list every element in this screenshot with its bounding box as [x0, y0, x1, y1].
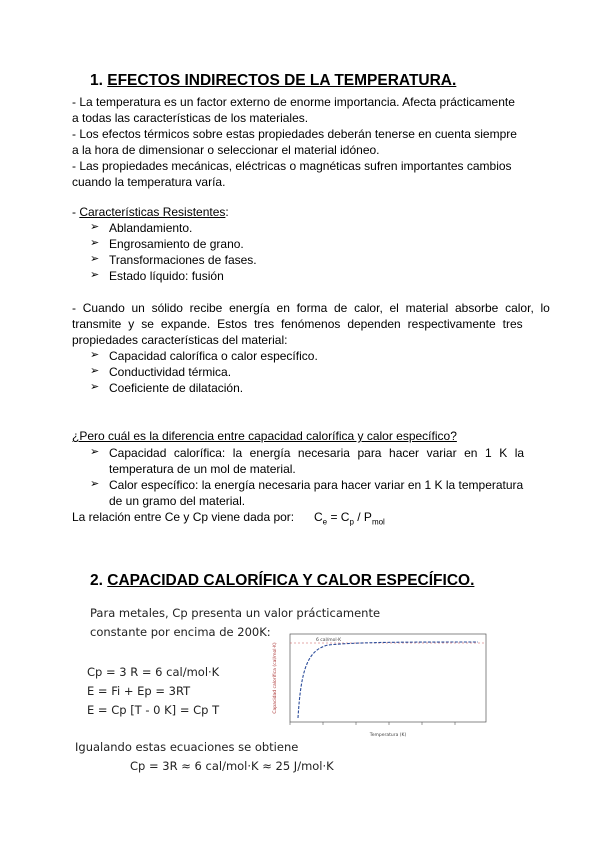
arrowhead-bullet-icon: ➢ [90, 381, 100, 393]
chart-xlabel: Temperatura (K) [369, 733, 407, 738]
list-item: Coeficiente de dilatación. [109, 381, 244, 395]
arrowhead-bullet-icon: ➢ [90, 269, 100, 281]
section-1-number: 1. [90, 72, 103, 89]
resistentes-suffix: : [225, 205, 229, 219]
list-item: Transformaciones de fases. [109, 253, 257, 267]
list-item: Capacidad calorífica o calor específico. [109, 349, 318, 363]
capacity-curve [298, 642, 478, 718]
formula-sub: e [322, 517, 328, 527]
formula-line: E = Fi + Ep = 3RT [87, 684, 191, 698]
formula-sub: mol [371, 517, 385, 527]
intro-line: - Las propiedades mecánicas, eléctricas o magnéticas sufren importantes cambios [72, 159, 512, 173]
intro-line: cuando la temperatura varía. [72, 175, 226, 189]
intro-line: - La temperatura es un factor externo de enorme importancia. Afecta prácticamente [72, 95, 515, 109]
solid-line: transmite y se expande. Estos tres fenómenos dependen respectivamente tres [72, 317, 523, 331]
formula-sub: p [349, 517, 354, 527]
image-line: constante por encima de 200K: [90, 625, 271, 639]
formula-line: Cp = 3 R = 6 cal/mol·K [87, 665, 220, 679]
arrowhead-bullet-icon: ➢ [90, 446, 100, 458]
arrowhead-bullet-icon: ➢ [90, 237, 100, 249]
definition-line: Calor específico: la energía necesaria para hacer variar en 1 K la temperatura [109, 478, 524, 492]
arrowhead-bullet-icon: ➢ [90, 478, 100, 490]
formula-line: E = Cp [T - 0 K] = Cp T [87, 703, 220, 717]
section-1-heading [90, 72, 456, 90]
formula-div: / P [353, 510, 372, 524]
result-line: Cp = 3R ≈ 6 cal/mol·K ≈ 25 J/mol·K [130, 759, 334, 773]
section-2-number: 2. [90, 572, 103, 589]
image-line: Para metales, Cp presenta un valor prácticamente [90, 606, 381, 620]
x-ticks [290, 722, 455, 725]
resistentes-label: Características Resistentes [79, 205, 226, 219]
list-item: Conductividad térmica. [109, 365, 232, 379]
intro-line: a todas las características de los materiales. [72, 111, 309, 125]
heat-capacity-chart [268, 628, 492, 740]
arrowhead-bullet-icon: ➢ [90, 221, 100, 233]
section-1-title: EFECTOS INDIRECTOS DE LA TEMPERATURA. [107, 72, 457, 89]
list-item: Engrosamiento de grano. [109, 237, 244, 251]
section-2-heading [90, 572, 474, 590]
intro-line: a la hora de dimensionar o seleccionar el material idóneo. [72, 143, 380, 157]
section-2-title: CAPACIDAD CALORÍFICA Y CALOR ESPECÍFICO. [107, 572, 475, 589]
solid-line: - Cuando un sólido recibe energía en forma de calor, el material absorbe calor, lo [72, 301, 550, 315]
question-line: ¿Pero cuál es la diferencia entre capacidad calorífica y calor específico? [72, 429, 457, 443]
chart-ylabel: Capacidad calorífica (cal/mol·K) [273, 642, 278, 714]
chart-frame [290, 634, 486, 722]
arrowhead-bullet-icon: ➢ [90, 349, 100, 361]
arrowhead-bullet-icon: ➢ [90, 365, 100, 377]
formula-ce: C [314, 510, 323, 524]
resistentes-prefix: - [72, 205, 80, 219]
list-item: Ablandamiento. [109, 221, 193, 235]
conclusion-line: Igualando estas ecuaciones se obtiene [75, 740, 299, 754]
arrowhead-bullet-icon: ➢ [90, 253, 100, 265]
relation-formula [314, 509, 385, 530]
definition-line: de un gramo del material. [109, 494, 246, 508]
solid-line: propiedades características del material: [72, 333, 288, 347]
relation-text: La relación entre Ce y Cp viene dada por: [72, 510, 295, 524]
definition-line: Capacidad calorífica: la energía necesaria para hacer variar en 1 K la [109, 446, 525, 460]
intro-line: - Los efectos térmicos sobre estas propiedades deberán tenerse en cuenta siempre [72, 127, 517, 141]
resistentes-heading [72, 204, 528, 220]
definition-line: temperatura de un mol de material. [109, 462, 296, 476]
chart-legend: 6 cal/mol·K [316, 638, 342, 643]
formula-eq: = C [327, 510, 350, 524]
list-item: Estado líquido: fusión [109, 269, 224, 283]
